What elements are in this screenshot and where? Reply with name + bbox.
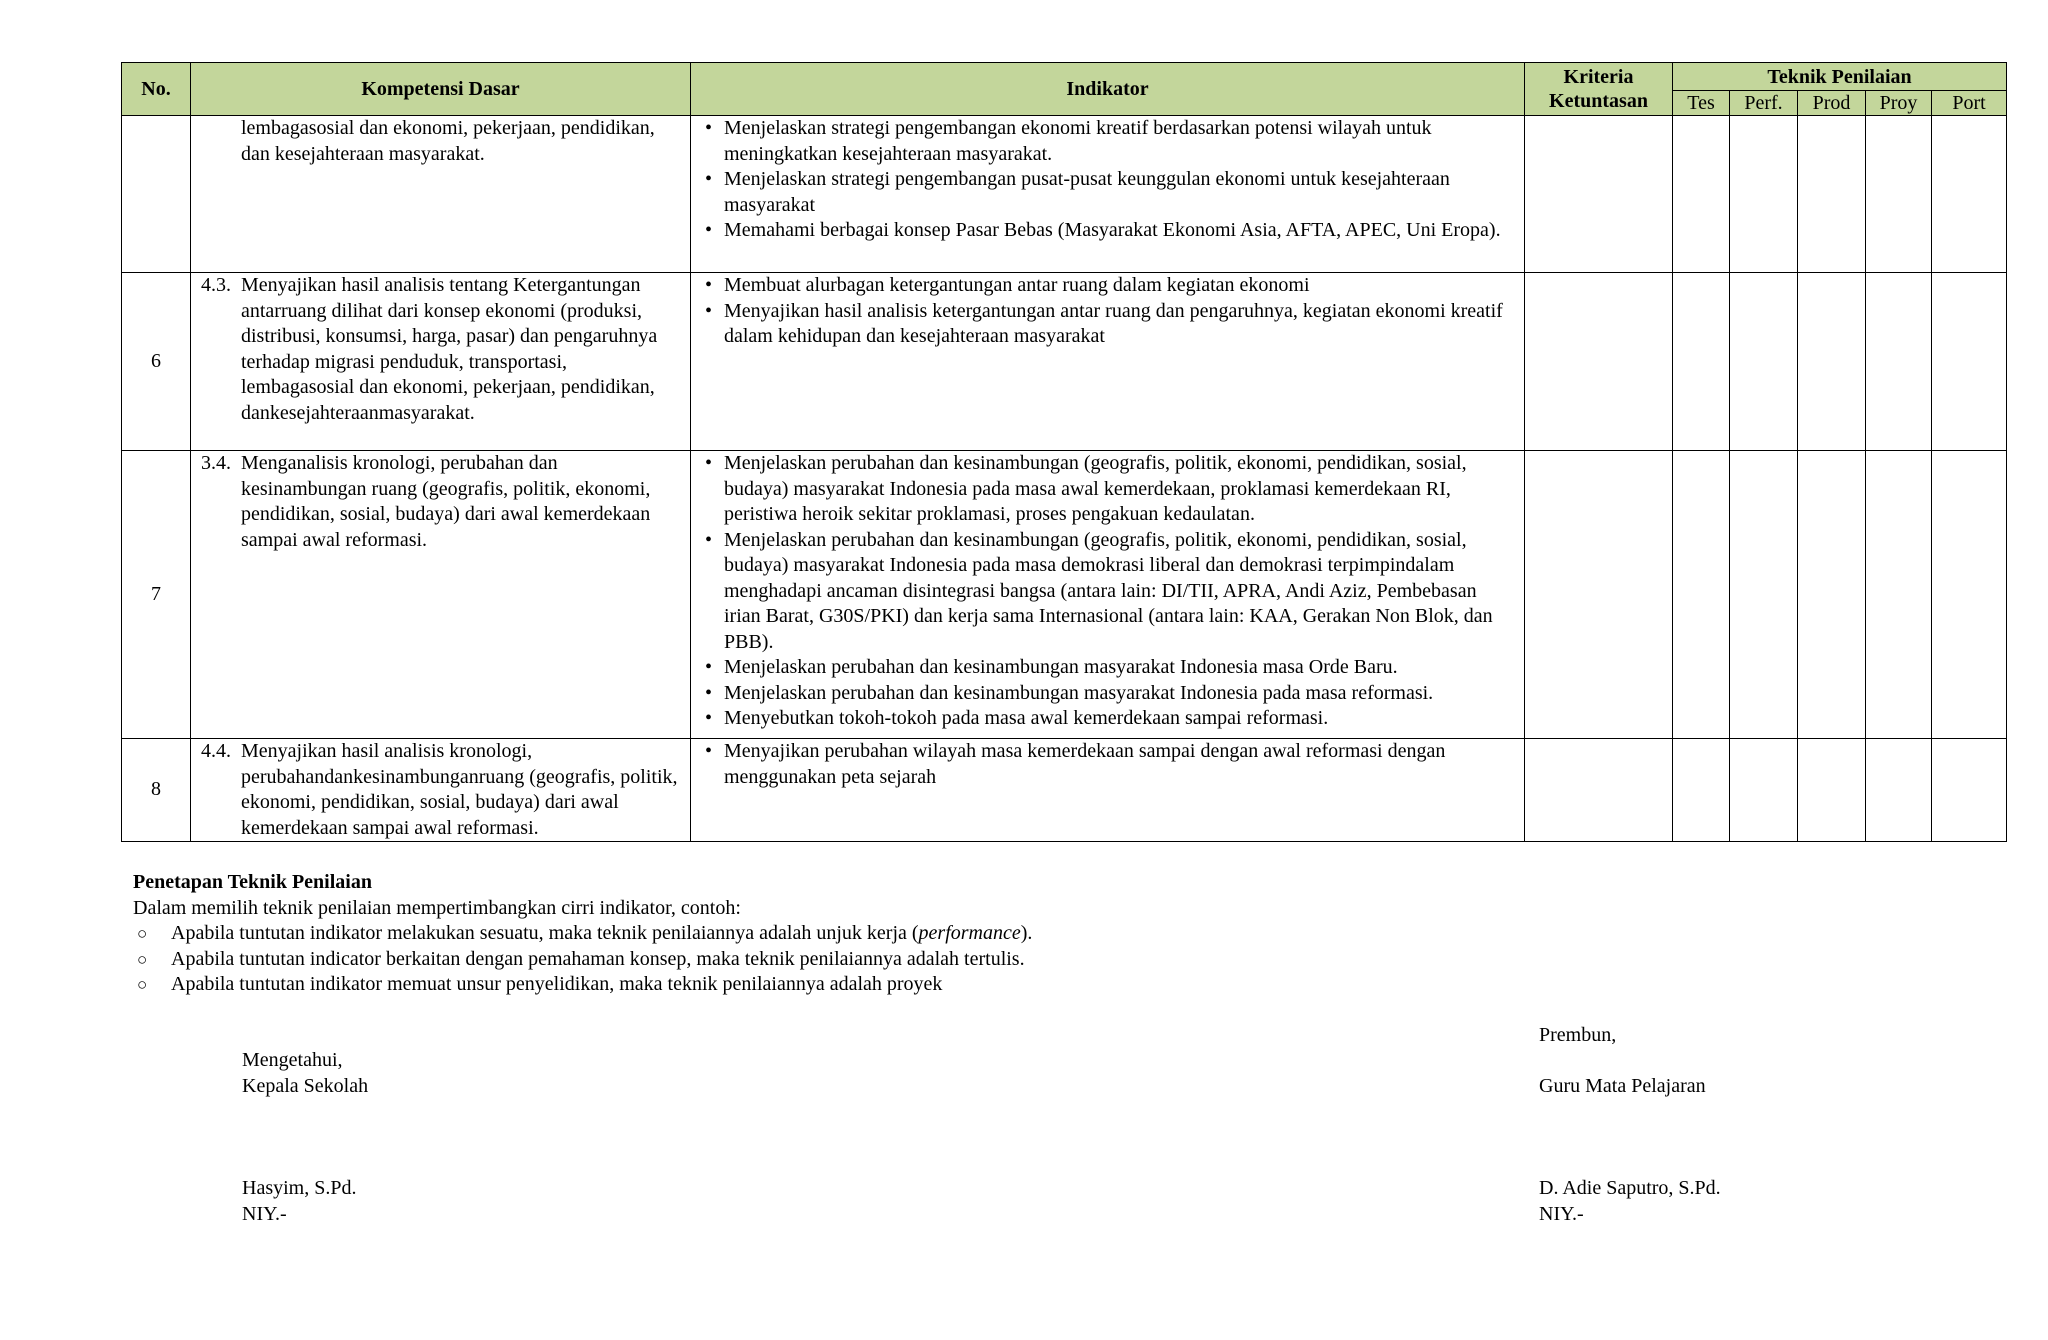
- notes-item-text: ).: [1020, 922, 1033, 944]
- row-number: 8: [122, 739, 191, 842]
- proy-cell: [1866, 116, 1932, 273]
- indikator-item: • Memahami berbagai konsep Pasar Bebas (Masyarakat Ekonomi Asia, AFTA, APEC, Uni Eropa).: [724, 218, 1516, 244]
- prod-cell: [1798, 273, 1866, 451]
- kompetensi-dasar-cell: [191, 739, 691, 842]
- kompetensi-dasar-cell: [191, 451, 691, 739]
- port-cell: [1932, 451, 2007, 739]
- kompetensi-dasar-cell: [191, 116, 691, 273]
- header-indikator: Indikator: [691, 63, 1525, 116]
- header-port: Port: [1932, 91, 2007, 116]
- signature-right-block: [1539, 1176, 1721, 1227]
- signature-right-place: Prembun,: [1539, 1024, 1617, 1046]
- signature-left-block: [242, 1176, 356, 1227]
- kd-text: Menganalisis kronologi, perubahan dan kesinambungan ruang (geografis, politik, ekonomi, pendidikan, sosial, budaya) dari awal kemerdekaan sampai awal reformasi.: [241, 452, 651, 551]
- proy-cell: [1866, 273, 1932, 451]
- proy-cell: [1866, 739, 1932, 842]
- assessment-notes: [133, 870, 1032, 998]
- kriteria-cell: [1525, 451, 1673, 739]
- signature-left-header: [242, 1048, 368, 1099]
- header-tes: Tes: [1673, 91, 1730, 116]
- indikator-item: • Menjelaskan perubahan dan kesinambungan (geografis, politik, ekonomi, pendidikan, sosial, budaya) masyarakat Indonesia pada masa demokrasi liberal dan demokrasi terpimpindalam menghadapi ancaman disintegrasi bangsa (antara lain: DI/TII, APRA, Andi Aziz, Pembebasan irian Barat, G30S/PKI) dan kerja sama Internasional (antara lain: KAA, Gerakan Non Blok, dan PBB).: [724, 528, 1516, 656]
- indikator-item: • Menjelaskan strategi pengembangan pusat-pusat keunggulan ekonomi untuk kesejahteraan masyarakat: [724, 167, 1516, 218]
- signature-right-role: Guru Mata Pelajaran: [1539, 1074, 1706, 1097]
- signature-left-line1: Mengetahui,: [242, 1049, 343, 1071]
- indikator-cell: [691, 739, 1525, 842]
- row-number: 7: [122, 451, 191, 739]
- notes-heading: Penetapan Teknik Penilaian: [133, 871, 372, 893]
- indikator-item: • Menjelaskan perubahan dan kesinambungan masyarakat Indonesia pada masa reformasi.: [724, 681, 1516, 707]
- row-number: [122, 116, 191, 273]
- perf-cell: [1730, 273, 1798, 451]
- kd-code: 4.4.: [201, 740, 231, 762]
- tes-cell: [1673, 273, 1730, 451]
- kd-code: 4.3.: [201, 274, 231, 296]
- notes-item-text: Apabila tuntutan indikator melakukan sesuatu, maka teknik penilaiannya adalah unjuk kerja (: [171, 922, 919, 944]
- table-row: [122, 739, 2007, 842]
- kompetensi-dasar-cell: [191, 273, 691, 451]
- port-cell: [1932, 273, 2007, 451]
- perf-cell: [1730, 451, 1798, 739]
- port-cell: [1932, 116, 2007, 273]
- header-perf: Perf.: [1730, 91, 1798, 116]
- indikator-item: • Menjelaskan strategi pengembangan ekonomi kreatif berdasarkan potensi wilayah untuk meningkatkan kesejahteraan masyarakat.: [724, 116, 1516, 167]
- kd-code: 3.4.: [201, 452, 231, 474]
- notes-item-italic: performance: [918, 922, 1021, 944]
- indikator-item: • Menjelaskan perubahan dan kesinambungan (geografis, politik, ekonomi, pendidikan, sosial, budaya) masyarakat Indonesia pada masa awal kemerdekaan, proklamasi kemerdekaan RI, peristiwa heroik sekitar proklamasi, proses pengakuan kedaulatan.: [724, 451, 1516, 528]
- header-prod: Prod: [1798, 91, 1866, 116]
- kd-text: lembagasosial dan ekonomi, pekerjaan, pendidikan, dan kesejahteraan masyarakat.: [241, 117, 655, 165]
- signature-left-role: Kepala Sekolah: [242, 1074, 369, 1097]
- kd-text: Menyajikan hasil analisis tentang Ketergantungan antarruang dilihat dari konsep ekonomi (produksi, distribusi, konsumsi, harga, pasar) dan pengaruhnya terhadap migrasi penduduk, transportasi, lembagasosial dan ekonomi, pekerjaan, pendidikan, dankesejahteraanmasyarakat.: [241, 274, 658, 424]
- indikator-item: • Menyebutkan tokoh-tokoh pada masa awal kemerdekaan sampai reformasi.: [724, 706, 1516, 732]
- perf-cell: [1730, 739, 1798, 842]
- assessment-table: [121, 62, 2007, 842]
- port-cell: [1932, 739, 2007, 842]
- prod-cell: [1798, 116, 1866, 273]
- header-proy: Proy: [1866, 91, 1932, 116]
- header-teknik-penilaian: Teknik Penilaian: [1673, 63, 2007, 91]
- signature-right-header: [1539, 1023, 1706, 1099]
- tes-cell: [1673, 739, 1730, 842]
- table-row: [122, 451, 2007, 739]
- row-number: 6: [122, 273, 191, 451]
- kd-text: Menyajikan hasil analisis kronologi, perubahandankesinambunganruang (geografis, politik, ekonomi, pendidikan, sosial, budaya) dari awal kemerdekaan sampai awal reformasi.: [241, 740, 678, 839]
- table-row: [122, 116, 2007, 273]
- indikator-item: • Menyajikan perubahan wilayah masa kemerdekaan sampai dengan awal reformasi dengan menggunakan peta sejarah: [724, 739, 1516, 790]
- indikator-item: • Menjelaskan perubahan dan kesinambungan masyarakat Indonesia masa Orde Baru.: [724, 655, 1516, 681]
- indikator-item: • Membuat alurbagan ketergantungan antar ruang dalam kegiatan ekonomi: [724, 273, 1516, 299]
- prod-cell: [1798, 739, 1866, 842]
- indikator-cell: [691, 451, 1525, 739]
- indikator-cell: [691, 273, 1525, 451]
- signature-right-niy: NIY.-: [1539, 1202, 1584, 1225]
- signature-left-name: Hasyim, S.Pd.: [242, 1177, 357, 1199]
- indikator-item: • Menyajikan hasil analisis ketergantungan antar ruang dan pengaruhnya, kegiatan ekonomi kreatif dalam kehidupan dan kesejahteraan masyarakat: [724, 299, 1516, 350]
- notes-list: [133, 921, 1032, 998]
- indikator-cell: [691, 116, 1525, 273]
- notes-item: [133, 921, 1032, 947]
- notes-item: ○ Apabila tuntutan indicator berkaitan dengan pemahaman konsep, maka teknik penilaiannya adalah tertulis.: [133, 947, 1032, 973]
- header-no: No.: [122, 63, 191, 116]
- notes-item: ○ Apabila tuntutan indikator memuat unsur penyelidikan, maka teknik penilaiannya adalah proyek: [133, 972, 1032, 998]
- header-kriteria-ketuntasan: Kriteria Ketuntasan: [1525, 63, 1673, 116]
- proy-cell: [1866, 451, 1932, 739]
- tes-cell: [1673, 116, 1730, 273]
- notes-intro: Dalam memilih teknik penilaian mempertimbangkan cirri indikator, contoh:: [133, 896, 741, 919]
- prod-cell: [1798, 451, 1866, 739]
- tes-cell: [1673, 451, 1730, 739]
- signature-left-niy: NIY.-: [242, 1202, 287, 1225]
- header-kompetensi-dasar: Kompetensi Dasar: [191, 63, 691, 116]
- kriteria-cell: [1525, 273, 1673, 451]
- kriteria-cell: [1525, 116, 1673, 273]
- table-row: [122, 273, 2007, 451]
- kriteria-cell: [1525, 739, 1673, 842]
- perf-cell: [1730, 116, 1798, 273]
- signature-right-name: D. Adie Saputro, S.Pd.: [1539, 1177, 1721, 1199]
